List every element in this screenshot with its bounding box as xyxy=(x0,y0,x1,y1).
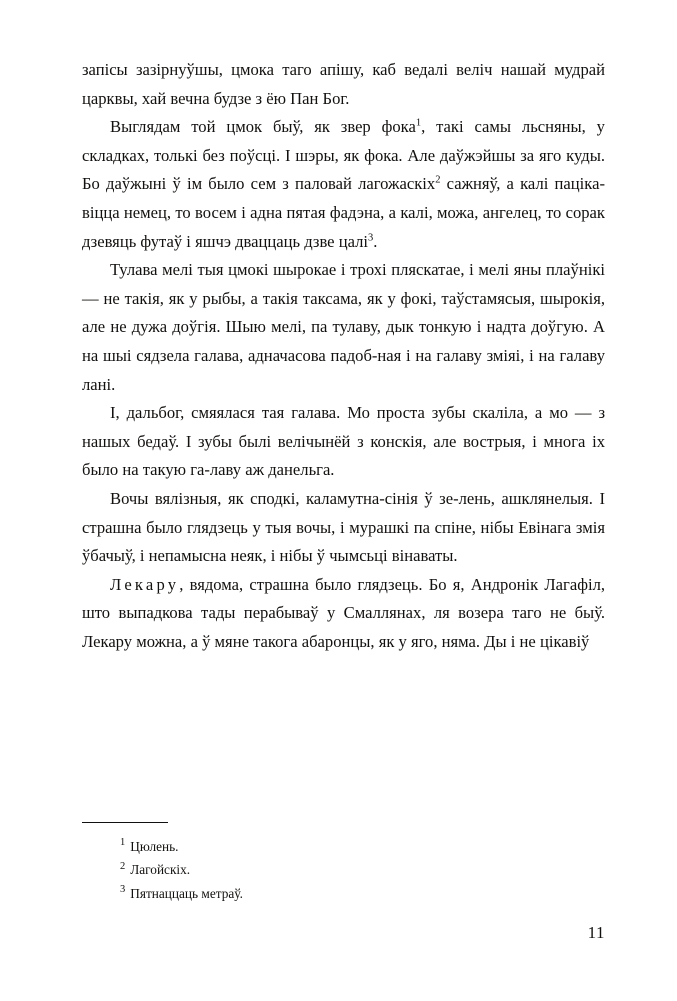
footnote-item xyxy=(82,882,595,906)
footnote-text: Пятнаццаць метраў. xyxy=(130,885,243,901)
paragraph xyxy=(82,571,605,657)
footnote-number: 2 xyxy=(120,860,126,872)
paragraph-text: , такі самы льсняны, у складках, толькі без поўсці. І шэры, як фока. Але даўжэйшы за яго куды. Бо даўжыні ў ім было сем з паловай лагожаскіх xyxy=(82,117,605,194)
footnote-list xyxy=(82,835,595,906)
footnote-number: 3 xyxy=(120,884,126,896)
paragraph: Вочы вялізныя, як сподкі, каламутна-сінія ў зе-лень, ашклянелыя. І страшна было глядзець у тыя вочы, і мурашкі па спіне, нібы Евінага змія ўбачыў, і непамысна неяк, і нібы ў чымсьці вінаваты. xyxy=(82,488,605,566)
footnote-item xyxy=(82,835,595,859)
footnote-ref[interactable]: 2 xyxy=(435,174,441,186)
footnote-separator xyxy=(82,822,168,823)
footnote-area xyxy=(82,822,595,906)
paragraph-text: . xyxy=(373,231,378,251)
letterspaced-word: Лекару xyxy=(110,574,180,594)
paragraph-text: Выглядам той цмок быў, як звер фока xyxy=(110,117,416,137)
page-number: 11 xyxy=(587,923,605,942)
footnote-text: Цюлень. xyxy=(130,838,179,854)
footnote-ref[interactable]: 3 xyxy=(367,232,374,244)
page-body xyxy=(82,56,605,656)
footnote-ref[interactable]: 1 xyxy=(415,117,422,129)
footnote-text: Лагойскіх. xyxy=(130,862,191,877)
footnote-number: 1 xyxy=(120,837,126,849)
paragraph: Тулава мелі тыя цмокі шырокае і трохі пляскатае, і мелі яны плаўнікі — не такія, як у рыбы, а такія таксама, як у фокі, таўстамясыя, шырокія, але не дужа доўгія. Шыю мелі, па тулаву, дык тонкую і надта доўгую. А на шыі сядзела галава, адначасова падоб-ная і на галаву зміяі, і на галаву лані. xyxy=(82,260,605,394)
paragraph: І, дальбог, смяялася тая галава. Мо проста зубы скаліла, а мо — з нашых бедаў. І зубы былі велічынёй з конскія, але вострыя, і многа іх было на такую га-лаву аж данельга. xyxy=(82,403,605,480)
paragraph: запісы зазірнуўшы, цмока таго апішу, каб ведалі веліч нашай мудрай царквы, хай вечна будзе з ёю Пан Бог. xyxy=(82,60,605,108)
footnote-item xyxy=(82,858,595,882)
paragraph-text: сажняў, а калі паціка-віцца немец, то восем і адна пятая фадэна, а калі, можа, ангелец, то сорак дзевяць футаў і яшчэ дваццаць дзве цалі xyxy=(82,174,605,251)
paragraph xyxy=(82,113,605,256)
paragraph-text: , вядома, страшна было глядзець. Бо я, Андронік Лагафіл, што выпадкова тады перабываў у Смаллянах, ля возера таго не быў. Лекару можна, а ў мяне такога абаронцы, як у яго, няма. Ды і не цікавіў xyxy=(82,574,605,651)
